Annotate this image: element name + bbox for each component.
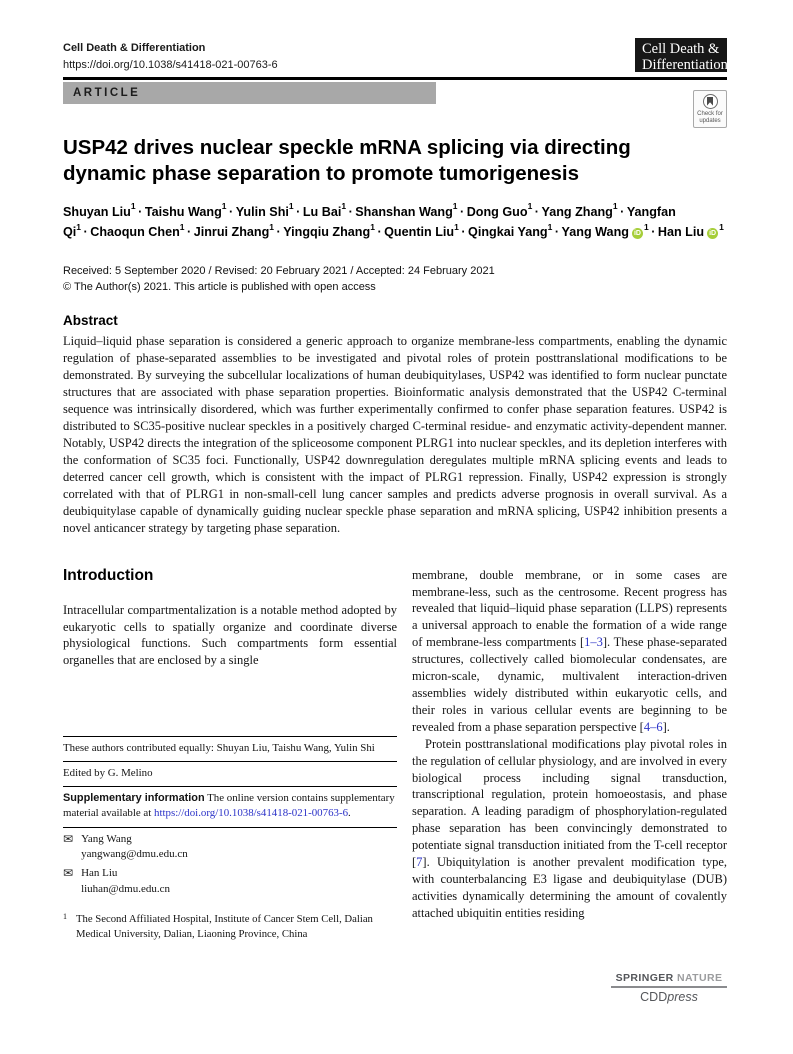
journal-logo-line2: Differentiation <box>642 57 728 74</box>
author: Quentin Liu$^1$ <box>384 222 459 240</box>
right-column <box>412 567 727 943</box>
contact-entry <box>63 832 397 864</box>
reference-link[interactable]: 7 <box>416 855 423 870</box>
article-type-bar <box>63 82 436 104</box>
contact-email[interactable]: yangwang@dmu.edu.cn <box>81 848 188 861</box>
footnotes-block <box>63 736 397 942</box>
author: Shanshan Wang$^1$ <box>355 201 458 219</box>
journal-logo <box>635 38 727 72</box>
body-paragraph-1: membrane, double membrane, or in some cases are membrane-less, such as the centrosome. Recent progress has revealed that liquid–liquid phase separation (LLPS) represents a universal approach to enable the formation of a wide range of membrane-less compartments [1–3]. These phase-separated structures, collectively called biomolecular condensates, are micron-scale, dynamic, multivalent interaction-driven assemblies widely distributed within eukaryotic cells, and their roles in various cellular events are beginning to be revealed from a phase separation perspective [4–6]. <box>412 567 727 734</box>
abstract-text: Liquid–liquid phase separation is considered a generic approach to organize membrane-less compartments, enabling the dynamic regulation of phase-separated assemblies to be investigated and pivotal roles of protein posttranslational modifications to be demonstrated. By surveying the subcellular localizations of human deubiquitylases, USP42 was identified to form nuclear punctate structures that are associated with phase separation properties. Bioinformatic analysis demonstrated that the USP42 C-terminal sequence was intrinsically disordered, which was further experimentally confirmed to confer phase separation features. USP42 is distributed to SC35-positive nuclear speckles in a positively charged C-terminal residue- and enzymatic activity-dependent manner. Notably, USP42 directs the integration of the spliceosome component PLRG1 into nuclear speckles, and its depletion interferes with the conformation of SC35 foci. Functionally, USP42 downregulation deregulates multiple mRNA splicing events and leads to deterred cancer cell growth, which is consistent with the impact of PLRG1 repression. Finally, USP42 expression is strongly correlated with that of PLRG1 in non-small-cell lung cancer samples and predicts adverse prognosis in overall survival. As a deubiquitylase capable of dynamically guiding nuclear speckle phase separation and mRNA splicing, USP42 inhibition presents a novel anticancer strategy by targeting phase separation. <box>63 333 727 535</box>
author: Lu Bai$^1$ <box>302 201 347 219</box>
author: Yulin Shi$^1$ <box>235 201 294 219</box>
author-separator: · <box>296 204 301 219</box>
reference-link[interactable]: 1–3 <box>584 635 603 650</box>
author: Yangfan Qi$^1$ <box>63 204 676 240</box>
corresponding-authors <box>63 832 397 899</box>
copyright-line: © The Author(s) 2021. This article is published with open access <box>63 280 376 293</box>
abstract-section <box>63 313 727 537</box>
author-separator: · <box>377 225 382 240</box>
supplementary-note: Supplementary information The online version contains supplementary material available at https://doi.org/10.1038/s41418-021-00763-6. <box>63 792 395 820</box>
author: Dong Guo$^1$ <box>466 201 533 219</box>
doi-text[interactable]: https://doi.org/10.1038/s41418-021-00763-6 <box>63 58 278 71</box>
author-separator: · <box>138 204 143 219</box>
author-separator: · <box>651 225 656 240</box>
left-column <box>63 567 397 943</box>
publisher-logo <box>611 972 727 1004</box>
author: Jinrui Zhang$^1$ <box>193 222 275 240</box>
contact-email[interactable]: liuhan@dmu.edu.cn <box>81 883 171 896</box>
reference-link[interactable]: 4–6 <box>643 719 663 734</box>
author: Qingkai Yang$^1$ <box>468 222 553 240</box>
journal-logo-line1: Cell Death & <box>642 41 720 57</box>
springer-nature-logo: SPRINGER NATURE <box>611 972 727 988</box>
author-list <box>63 201 727 242</box>
author-separator: · <box>460 204 465 219</box>
footnote-divider <box>63 736 397 737</box>
author-separator: · <box>554 225 560 240</box>
equal-contribution-note: These authors contributed equally: Shuyan Liu, Taishu Wang, Yulin Shi <box>63 742 375 755</box>
author: Taishu Wang$^1$ <box>144 201 227 219</box>
contact-entry <box>63 866 397 898</box>
affiliation-text: The Second Affiliated Hospital, Institute of Cancer Stem Cell, Dalian Medical University, Dalian, Liaoning Province, China <box>76 913 373 941</box>
journal-meta <box>63 38 278 73</box>
header-divider <box>63 77 727 80</box>
orcid-icon[interactable]: iD <box>709 230 717 238</box>
contact-name: Yang Wang <box>81 832 132 845</box>
author-separator: · <box>461 225 466 240</box>
author-separator: · <box>348 204 353 219</box>
author: Chaoqun Chen$^1$ <box>90 222 185 240</box>
abstract-heading: Abstract <box>63 312 118 328</box>
footnote-divider <box>63 761 397 762</box>
body-paragraph-2: Protein posttranslational modifications play pivotal roles in the regulation of cellular physiology, and are involved in every biological process including signal transduction, transcriptional regulation, protein homoeostasis, and phase separation. A leading paradigm of phosphorylation-regulated phase separation has been convincingly demonstrated to potentiate signal transduction initiated from the T-cell receptor [7]. Ubiquitylation is another prevalent modification type, with counterbalancing E3 ligase and deubiquitylase (DUB) activities dynamically determining the amount of covalently attached ubiquitin entities residing <box>412 736 727 920</box>
bookmark-icon <box>707 97 713 106</box>
affiliation-superscript: 1 <box>63 912 67 922</box>
introduction-heading: Introduction <box>63 566 154 584</box>
orcid-icon[interactable]: iD <box>633 230 641 238</box>
author-separator: · <box>276 225 281 240</box>
author-separator: · <box>229 204 234 219</box>
edited-by-note: Edited by G. Melino <box>63 767 153 780</box>
author-separator: · <box>187 225 192 240</box>
author: Han Liu $iD^1$ <box>657 222 724 240</box>
envelope-icon: ✉ <box>63 866 74 881</box>
page-header <box>63 38 727 74</box>
footnote-divider <box>63 786 397 787</box>
page-title: USP42 drives nuclear speckle mRNA splicing via directing dynamic phase separation to promote tumorigenesis <box>63 136 631 186</box>
author: Yang Zhang$^1$ <box>541 201 618 219</box>
envelope-icon: ✉ <box>63 831 74 846</box>
article-page <box>63 38 727 943</box>
bookmark-circle-icon <box>703 94 718 109</box>
introduction-paragraph: Intracellular compartmentalization is a notable method adopted by eukaryotic cells to spatially organize and coordinate diverse physiological functions. Such compartments form essential organelles that are enclosed by a single <box>63 602 397 668</box>
supplementary-text: The online version contains supplementary material available at <box>63 792 395 820</box>
author-separator: · <box>83 225 88 240</box>
check-updates-label: Check for updates <box>697 110 723 124</box>
footnote-divider <box>63 827 397 828</box>
contact-name: Han Liu <box>81 867 118 880</box>
supplementary-label: Supplementary information <box>63 792 205 805</box>
article-type-label: ARTICLE <box>73 87 141 99</box>
author: Yang Wang $iD^1$ <box>561 222 649 240</box>
author: Shuyan Liu$^1$ <box>63 201 136 219</box>
author-separator: · <box>534 204 539 219</box>
affiliation-note <box>63 912 397 942</box>
supplementary-doi-link[interactable]: https://doi.org/10.1038/s41418-021-00763-6 <box>154 807 349 820</box>
received-dates: Received: 5 September 2020 / Revised: 20 February 2021 / Accepted: 24 February 2021 <box>63 264 495 277</box>
check-for-updates-badge[interactable] <box>693 90 727 128</box>
body-columns <box>63 567 727 943</box>
journal-name: Cell Death & Differentiation <box>63 42 206 54</box>
cddpress-logo: CDDpress <box>640 990 698 1004</box>
author-separator: · <box>620 204 625 219</box>
author: Yingqiu Zhang$^1$ <box>283 222 375 240</box>
